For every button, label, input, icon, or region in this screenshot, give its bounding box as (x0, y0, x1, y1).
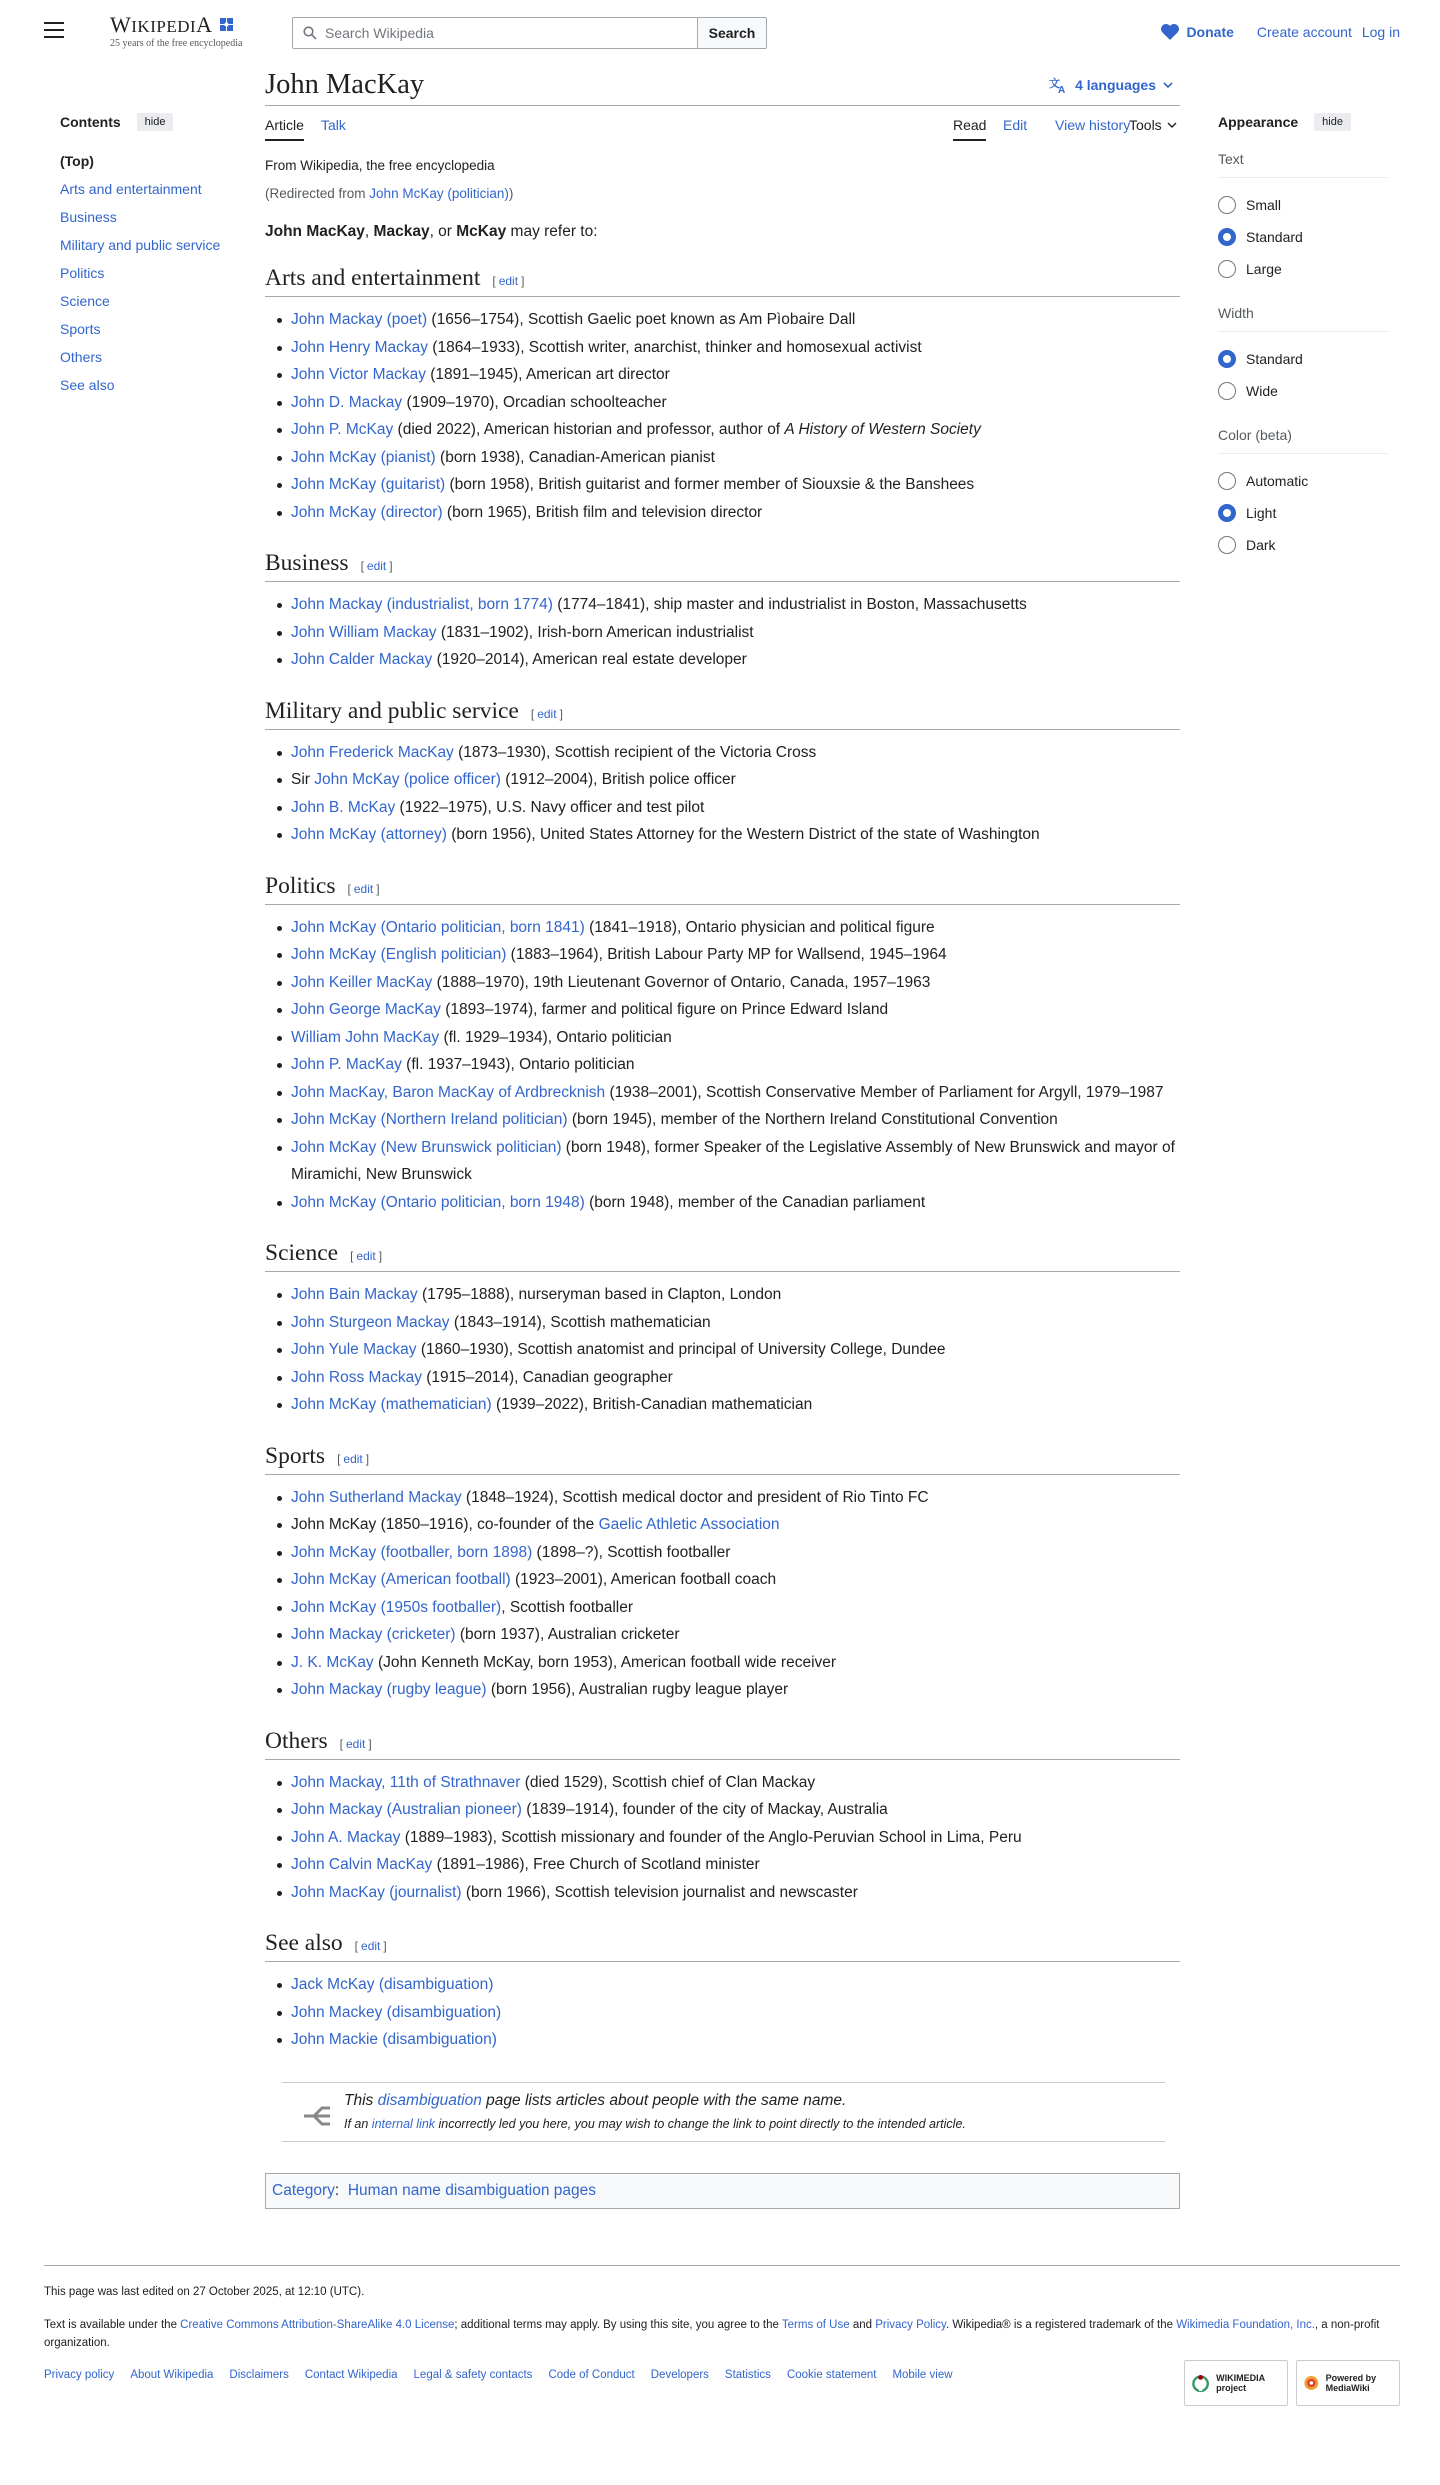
entry-link[interactable]: John Henry Mackay (291, 338, 428, 356)
entry-link[interactable]: John B. McKay (291, 798, 396, 816)
entry-link[interactable]: John Mackay (industrialist, born 1774) (291, 596, 553, 613)
site-header (0, 0, 1440, 66)
edit-section-link[interactable]: edit (361, 1939, 381, 1953)
list-item (291, 1281, 1180, 1309)
appearance-group-color-beta (1218, 427, 1388, 561)
toc-link-see-also[interactable]: See also (60, 377, 115, 393)
list-item (291, 1079, 1180, 1107)
toc-item (60, 375, 230, 403)
list-item (291, 1484, 1180, 1512)
entry-link[interactable]: John Mackay, 11th of Strathnaver (291, 1773, 521, 1791)
list-item (291, 1364, 1180, 1392)
entry-link[interactable]: John McKay (footballer, born 1898) (291, 1543, 533, 1561)
list-item (291, 794, 1180, 822)
section-edit: [ edit ] (337, 1451, 370, 1466)
site-tagline: From Wikipedia, the free encyclopedia (265, 158, 495, 173)
radio-button[interactable] (1218, 504, 1236, 522)
list-item (291, 1999, 1180, 2027)
entry-description: (1839–1914), founder of the city of Mackay, Australia (521, 1801, 888, 1818)
list-item (291, 1391, 1180, 1419)
entry-description: (1891–1986), Free Church of Scotland minister (432, 1856, 760, 1873)
toc-item (60, 347, 230, 375)
entry-link[interactable]: John Mackey (disambiguation) (291, 2003, 502, 2021)
section-heading: Military and public service (265, 697, 519, 724)
logo-tagline: 25 years of the free encyclopedia (110, 38, 243, 49)
footer-link-developers[interactable]: Developers (650, 2369, 709, 2381)
entry-description: (died 2022), American historian and professor, author of (393, 421, 785, 438)
entry-link[interactable]: John P. MacKay (291, 1056, 402, 1073)
entry-description: (1888–1970), 19th Lieutenant Governor of Ontario, Canada, 1957–1963 (432, 973, 931, 991)
radio-button[interactable] (1218, 350, 1236, 368)
entry-description: (1915–2014), Canadian geographer (421, 1368, 673, 1386)
entry-description: (1938–2001), Scottish Conservative Member of Parliament for Argyll, 1979–1987 (605, 1083, 1164, 1101)
mediawiki-logo-icon (1303, 2371, 1320, 2395)
radio-color-beta-dark[interactable] (1218, 529, 1388, 561)
list-item (291, 941, 1180, 969)
entry-description: (1912–2004), British police officer (500, 771, 736, 788)
section-edit: [ edit ] (530, 706, 563, 721)
list-item (291, 739, 1180, 767)
tab-edit[interactable]: Edit (1003, 117, 1028, 133)
section-edit: [ edit ] (350, 1249, 383, 1263)
entry-link[interactable]: John William Mackay (291, 623, 437, 641)
table-of-contents (60, 113, 230, 403)
radio-color-beta-automatic[interactable] (1218, 465, 1388, 497)
edit-section-link[interactable]: edit (498, 274, 519, 288)
entry-link[interactable]: John McKay (English politician) (291, 946, 507, 963)
wikipedia-logo[interactable] (110, 12, 242, 49)
section-sports (265, 1443, 1180, 1704)
entry-description: (born 1948), former Speaker of the Legislative Assembly of New Brunswick and mayor of Miramichi, New Brunswick (291, 1138, 1175, 1183)
list-item (291, 1824, 1180, 1852)
list-item (291, 444, 1180, 472)
list-item (291, 361, 1180, 389)
list-item (291, 499, 1180, 527)
toc-hide-button[interactable]: hide (137, 113, 174, 131)
section-heading: Sports (265, 1442, 326, 1469)
entry-link[interactable]: John A. Mackay (291, 1828, 401, 1846)
entry-link[interactable]: John McKay (Ontario politician, born 1948) (291, 1193, 585, 1211)
footer-link-about-wikipedia[interactable]: About Wikipedia (130, 2369, 214, 2381)
list-item (291, 766, 1180, 794)
toc-link-science[interactable]: Science (60, 293, 110, 309)
category-label-link[interactable]: Category (272, 2181, 335, 2199)
entry-list (265, 914, 1180, 1217)
list-item (291, 1566, 1180, 1594)
entry-link[interactable]: John Yule Mackay (291, 1341, 417, 1358)
list-item (291, 1134, 1180, 1189)
entry-description: (fl. 1937–1943), Ontario politician (401, 1056, 635, 1073)
entry-description: (John Kenneth McKay, born 1953), American football wide receiver (373, 1653, 837, 1671)
redirect-notice: (Redirected from John McKay (politician)) (265, 186, 514, 201)
last-edited: This page was last edited on 27 October 2025, at 12:10 (UTC). (44, 2286, 365, 2298)
entry-link[interactable]: John MacKay, Baron MacKay of Ardbrecknish (291, 1083, 606, 1101)
entry-link[interactable]: John George MacKay (291, 1001, 441, 1018)
entry-link[interactable]: John McKay (police officer) (314, 771, 501, 788)
footer-link-code-of-conduct[interactable]: Code of Conduct (548, 2369, 635, 2381)
radio-label: Large (1246, 261, 1282, 277)
section-heading: See also (265, 1930, 343, 1956)
section-heading: Others (265, 1727, 328, 1754)
entry-description: (1831–1902), Irish-born American industrialist (436, 623, 754, 641)
toc-item (60, 179, 230, 207)
list-item (291, 1621, 1180, 1649)
list-item (291, 334, 1180, 362)
radio-button[interactable] (1218, 228, 1236, 246)
entry-link[interactable]: John Mackay (cricketer) (291, 1626, 456, 1643)
entry-link[interactable]: John Mackay (rugby league) (291, 1681, 487, 1698)
entry-link[interactable]: John Frederick MacKay (291, 743, 454, 761)
language-count: 4 languages (1075, 77, 1156, 93)
toc-item (60, 207, 230, 235)
wikimedia-logo-icon (1191, 2371, 1210, 2395)
toc-item (60, 263, 230, 291)
entry-link[interactable]: Gaelic Athletic Association (598, 1516, 780, 1533)
radio-label: Wide (1246, 383, 1278, 399)
footer-link-disclaimers[interactable]: Disclaimers (229, 2369, 289, 2381)
entry-description: (born 1966), Scottish television journalist and newscaster (461, 1883, 858, 1901)
radio-width-standard[interactable] (1218, 343, 1388, 375)
mediawiki-badge[interactable]: Powered by MediaWiki (1296, 2360, 1400, 2406)
page-title: John MacKay (265, 69, 425, 100)
chevron-down-icon (1166, 119, 1178, 131)
edit-section-link[interactable]: edit (537, 706, 557, 721)
list-item (291, 1769, 1180, 1797)
translate-icon (1049, 76, 1069, 94)
list-item (291, 591, 1180, 619)
donate-link[interactable] (1160, 23, 1233, 41)
entry-link[interactable]: John Mackay (poet) (291, 311, 428, 328)
list-item (291, 1189, 1180, 1217)
logo-wordmark: WIKIPEDIA (110, 12, 213, 37)
entry-link[interactable]: John Calder Mackay (291, 651, 433, 668)
main-content (265, 66, 1180, 2209)
list-item (291, 1106, 1180, 1134)
entry-description: (1889–1983), Scottish missionary and founder of the Anglo-Peruvian School in Lima, Peru (400, 1828, 1022, 1846)
list-item (291, 619, 1180, 647)
category-link[interactable]: Human name disambiguation pages (347, 2181, 596, 2199)
list-item (291, 1879, 1180, 1907)
svg-text:文: 文 (1049, 78, 1061, 90)
entry-description: (1893–1974), farmer and political figure on Prince Edward Island (440, 1001, 889, 1018)
list-item (291, 1851, 1180, 1879)
edit-section-link[interactable]: edit (346, 1736, 366, 1751)
wmf-link[interactable]: Wikimedia Foundation, Inc. (1176, 2319, 1315, 2331)
entry-description: (1795–1888), nurseryman based in Clapton, London (417, 1286, 782, 1303)
list-item (291, 914, 1180, 942)
toc-link-politics[interactable]: Politics (60, 265, 105, 281)
entry-link[interactable]: William John MacKay (291, 1028, 440, 1046)
entry-link[interactable]: John Sturgeon Mackay (291, 1313, 450, 1331)
appearance-panel (1218, 113, 1388, 561)
search-form (292, 17, 767, 49)
entry-description: (1923–2001), American football coach (510, 1571, 777, 1588)
entry-description: (1898–?), Scottish footballer (532, 1543, 731, 1561)
toc-link-business[interactable]: Business (60, 209, 117, 225)
appearance-group-text (1218, 151, 1388, 285)
section-heading: Politics (265, 872, 336, 899)
entry-description: (born 1948), member of the Canadian parliament (584, 1193, 926, 1211)
section-edit: [ edit ] (354, 1939, 387, 1953)
appearance-group-label: Width (1218, 305, 1388, 332)
terms-link[interactable]: Terms of Use (781, 2319, 850, 2331)
radio-label: Dark (1246, 537, 1276, 553)
footer-link-legal-safety-contacts[interactable]: Legal & safety contacts (413, 2369, 533, 2381)
tools-menu[interactable] (1129, 117, 1178, 139)
section-military-and-public-service (265, 698, 1180, 849)
entry-description: (1939–2022), British-Canadian mathematician (491, 1396, 813, 1413)
list-item (291, 1336, 1180, 1364)
tab-talk[interactable]: Talk (321, 117, 346, 133)
entry-link[interactable]: Jack McKay (disambiguation) (291, 1976, 494, 1993)
list-item (291, 471, 1180, 499)
entry-link[interactable]: John Mackay (Australian pioneer) (291, 1801, 522, 1818)
toc-item (60, 319, 230, 347)
entry-description: (born 1937), Australian cricketer (455, 1626, 680, 1643)
list-item (291, 1051, 1180, 1079)
entry-description: (1774–1841), ship master and industrialist in Boston, Massachusetts (552, 596, 1027, 613)
tab-article[interactable]: Article (265, 117, 304, 141)
entry-description: (1873–1930), Scottish recipient of the Victoria Cross (453, 743, 817, 761)
tab-read[interactable]: Read (953, 117, 986, 141)
entry-description: (1909–1970), Orcadian schoolteacher (402, 393, 667, 411)
entry-link[interactable]: John McKay (director) (291, 503, 443, 521)
article-sections (265, 265, 1180, 2054)
toc-item (60, 291, 230, 319)
edit-section-link[interactable]: edit (356, 1249, 376, 1263)
toc-link-others[interactable]: Others (60, 349, 103, 365)
appearance-group-width (1218, 305, 1388, 407)
list-item (291, 1594, 1180, 1622)
entry-prefix: John McKay (1850–1916), co-founder of the (291, 1516, 599, 1533)
radio-label: Small (1246, 197, 1282, 213)
radio-label: Standard (1246, 351, 1303, 367)
disambiguation-link[interactable]: disambiguation (377, 2091, 482, 2109)
entry-list (265, 591, 1180, 674)
section-politics (265, 873, 1180, 1217)
wikimedia-badge[interactable]: WIKIMEDIA project (1184, 2360, 1288, 2406)
internal-link-link[interactable]: internal link (371, 2116, 436, 2131)
radio-label: Automatic (1246, 473, 1309, 489)
entry-link[interactable]: John McKay (pianist) (291, 448, 436, 466)
donate-label: Donate (1186, 24, 1234, 40)
lead-paragraph: John MacKay, Mackay, or McKay may refer to: (265, 223, 598, 240)
language-button[interactable] (1049, 76, 1180, 94)
list-item (291, 1309, 1180, 1337)
section-edit: [ edit ] (492, 274, 525, 288)
entry-description: (1891–1945), American art director (425, 366, 670, 383)
section-science (265, 1240, 1180, 1419)
entry-description: (1883–1964), British Labour Party MP for Wallsend, 1945–1964 (506, 946, 947, 963)
entry-description: (died 1529), Scottish chief of Clan Mackay (520, 1773, 816, 1791)
section-see-also (265, 1930, 1180, 2054)
entry-link[interactable]: John Ross Mackay (291, 1368, 422, 1386)
radio-label: Light (1246, 505, 1277, 521)
toc-link-top[interactable]: (Top) (60, 153, 94, 169)
section-others (265, 1728, 1180, 1907)
list-item (291, 996, 1180, 1024)
entry-list (265, 1484, 1180, 1704)
section-business (265, 550, 1180, 674)
entry-link[interactable]: John Calvin MacKay (291, 1856, 433, 1873)
list-item (291, 1539, 1180, 1567)
radio-button[interactable] (1218, 382, 1236, 400)
footer-link-contact-wikipedia[interactable]: Contact Wikipedia (304, 2369, 398, 2381)
appearance-title: Appearance (1218, 114, 1299, 130)
edit-section-link[interactable]: edit (353, 881, 374, 896)
radio-button[interactable] (1218, 472, 1236, 490)
search-input[interactable] (325, 25, 685, 41)
footer-link-cookie-statement[interactable]: Cookie statement (786, 2369, 877, 2381)
toc-item (60, 235, 230, 263)
toc-list (60, 151, 230, 403)
appearance-group-label: Text (1218, 151, 1388, 178)
redirect-link[interactable]: John McKay (politician) (369, 186, 509, 201)
toc-link-military-and-public-service[interactable]: Military and public service (60, 237, 221, 253)
entry-description: (1848–1924), Scottish medical doctor and president of Rio Tinto FC (461, 1488, 929, 1506)
heart-icon (1160, 23, 1180, 41)
list-item (291, 389, 1180, 417)
entry-prefix: Sir (291, 771, 315, 788)
list-item (291, 1796, 1180, 1824)
entry-link[interactable]: John McKay (New Brunswick politician) (291, 1138, 562, 1156)
entry-description: (1656–1754), Scottish Gaelic poet known as Am Pìobaire Dall (427, 311, 856, 328)
list-item (291, 821, 1180, 849)
radio-text-small[interactable] (1218, 189, 1388, 221)
toc-link-sports[interactable]: Sports (60, 321, 101, 337)
entry-link[interactable]: John Mackie (disambiguation) (291, 2031, 497, 2048)
entry-description: (1864–1933), Scottish writer, anarchist, thinker and homosexual activist (427, 338, 922, 356)
section-heading: Science (265, 1240, 339, 1266)
entry-description: (born 1938), Canadian-American pianist (435, 448, 715, 466)
entry-link[interactable]: John Keiller MacKay (291, 973, 433, 991)
radio-button[interactable] (1218, 536, 1236, 554)
radio-text-standard[interactable] (1218, 221, 1388, 253)
list-item (291, 1971, 1180, 1999)
radio-button[interactable] (1218, 196, 1236, 214)
entry-link[interactable]: John Bain Mackay (291, 1286, 418, 1303)
list-item (291, 416, 1180, 444)
list-item (291, 646, 1180, 674)
radio-button[interactable] (1218, 260, 1236, 278)
section-arts-and-entertainment (265, 265, 1180, 526)
entry-link[interactable]: John McKay (Ontario politician, born 1841) (291, 918, 585, 936)
entry-description: (born 1958), British guitarist and former member of Siouxsie & the Banshees (445, 476, 975, 493)
svg-text:A: A (1058, 85, 1066, 94)
entry-list (265, 739, 1180, 849)
edit-section-link[interactable]: edit (343, 1451, 363, 1466)
entry-list (265, 1281, 1180, 1419)
section-heading: Business (265, 550, 349, 576)
section-edit: [ edit ] (360, 559, 393, 573)
list-item (291, 969, 1180, 997)
entry-description: (born 1956), United States Attorney for the Western District of the state of Washington (446, 826, 1040, 843)
entry-link[interactable]: John McKay (Northern Ireland politician) (291, 1111, 568, 1128)
entry-description: (1843–1914), Scottish mathematician (449, 1313, 711, 1331)
tab-view-history[interactable]: View history (1055, 117, 1131, 133)
footer-link-statistics[interactable]: Statistics (724, 2369, 771, 2381)
license-text: Text is available under the Creative Commons Attribution-ShareAlike 4.0 License; additional terms may apply. By using this site, you agree to the Terms of Use and Privacy Policy. Wikipedia® is a registered trademark of the Wikimedia Foundation, Inc., a non-profit organization. (44, 2319, 1380, 2349)
privacy-link[interactable]: Privacy Policy (875, 2319, 946, 2331)
entry-link[interactable]: John Sutherland Mackay (291, 1488, 462, 1506)
user-links (1160, 23, 1400, 41)
appearance-hide-button[interactable]: hide (1314, 113, 1351, 131)
entry-description: (1860–1930), Scottish anatomist and principal of University College, Dundee (416, 1341, 946, 1358)
search-box[interactable] (292, 17, 697, 49)
list-item (291, 1511, 1180, 1539)
list-item (291, 1024, 1180, 1052)
entry-list (265, 1769, 1180, 1907)
disambig-icon (302, 2105, 332, 2127)
entry-link[interactable]: John Victor Mackay (291, 366, 426, 383)
entry-description: (born 1945), member of the Northern Ireland Constitutional Convention (567, 1111, 1058, 1128)
tools-label: Tools (1129, 117, 1162, 133)
entry-link[interactable]: John P. McKay (291, 421, 394, 438)
radio-width-wide[interactable] (1218, 375, 1388, 407)
radio-color-beta-light[interactable] (1218, 497, 1388, 529)
search-icon (303, 26, 317, 40)
toc-title: Contents (60, 114, 121, 130)
radio-label: Standard (1246, 229, 1303, 245)
login-link[interactable]: Log in (1361, 24, 1400, 40)
puzzle-globe-icon (217, 15, 237, 35)
section-heading: Arts and entertainment (265, 265, 481, 291)
entry-link[interactable]: John McKay (American football) (291, 1571, 511, 1588)
create-account-link[interactable]: Create account (1256, 24, 1352, 40)
section-edit: [ edit ] (339, 1736, 372, 1751)
radio-text-large[interactable] (1218, 253, 1388, 285)
list-item (291, 306, 1180, 334)
entry-link[interactable]: John McKay (1950s footballer) (291, 1598, 502, 1616)
list-item (291, 2026, 1180, 2054)
entry-description: (1920–2014), American real estate developer (432, 651, 747, 668)
entry-description: (born 1956), Australian rugby league player (486, 1681, 789, 1698)
entry-link[interactable]: John McKay (guitarist) (291, 476, 446, 493)
entry-link[interactable]: John McKay (attorney) (291, 826, 447, 843)
entry-link[interactable]: John MacKay (journalist) (291, 1883, 462, 1901)
entry-description: , Scottish footballer (501, 1598, 634, 1616)
entry-list (265, 1971, 1180, 2054)
chevron-down-icon (1162, 79, 1174, 91)
toc-link-arts-and-entertainment[interactable]: Arts and entertainment (60, 181, 202, 197)
site-footer (44, 2265, 1400, 2393)
main-menu-icon[interactable] (44, 22, 64, 38)
entry-list (265, 306, 1180, 526)
category-box: Category: Human name disambiguation pages (265, 2173, 1180, 2209)
toc-item (60, 151, 230, 179)
entry-description: (1841–1918), Ontario physician and political figure (584, 918, 935, 936)
entry-description: (born 1965), British film and television director (442, 503, 763, 521)
appearance-group-label: Color (beta) (1218, 427, 1388, 454)
list-item (291, 1649, 1180, 1677)
entry-link[interactable]: John D. Mackay (291, 393, 403, 411)
search-button[interactable]: Search (697, 17, 767, 49)
entry-link[interactable]: John McKay (mathematician) (291, 1396, 492, 1413)
page-tabs (265, 106, 1180, 144)
entry-description: (1922–1975), U.S. Navy officer and test pilot (395, 798, 705, 816)
edit-section-link[interactable]: edit (366, 559, 387, 573)
footer-link-privacy-policy[interactable]: Privacy policy (44, 2369, 115, 2381)
entry-link[interactable]: J. K. McKay (291, 1653, 374, 1671)
footer-link-mobile-view[interactable]: Mobile view (892, 2369, 953, 2381)
disambiguation-notice: This disambiguation page lists articles about people with the same name. If an internal link incorrectly led you here, you may wish to change the link to point directly to the intended article. (282, 2082, 1165, 2142)
section-edit: [ edit ] (347, 881, 380, 896)
entry-italic: A History of Western Society (784, 421, 981, 438)
entry-description: (fl. 1929–1934), Ontario politician (439, 1028, 672, 1046)
list-item (291, 1676, 1180, 1704)
license-link[interactable]: Creative Commons Attribution-ShareAlike 4.0 License (180, 2319, 455, 2331)
